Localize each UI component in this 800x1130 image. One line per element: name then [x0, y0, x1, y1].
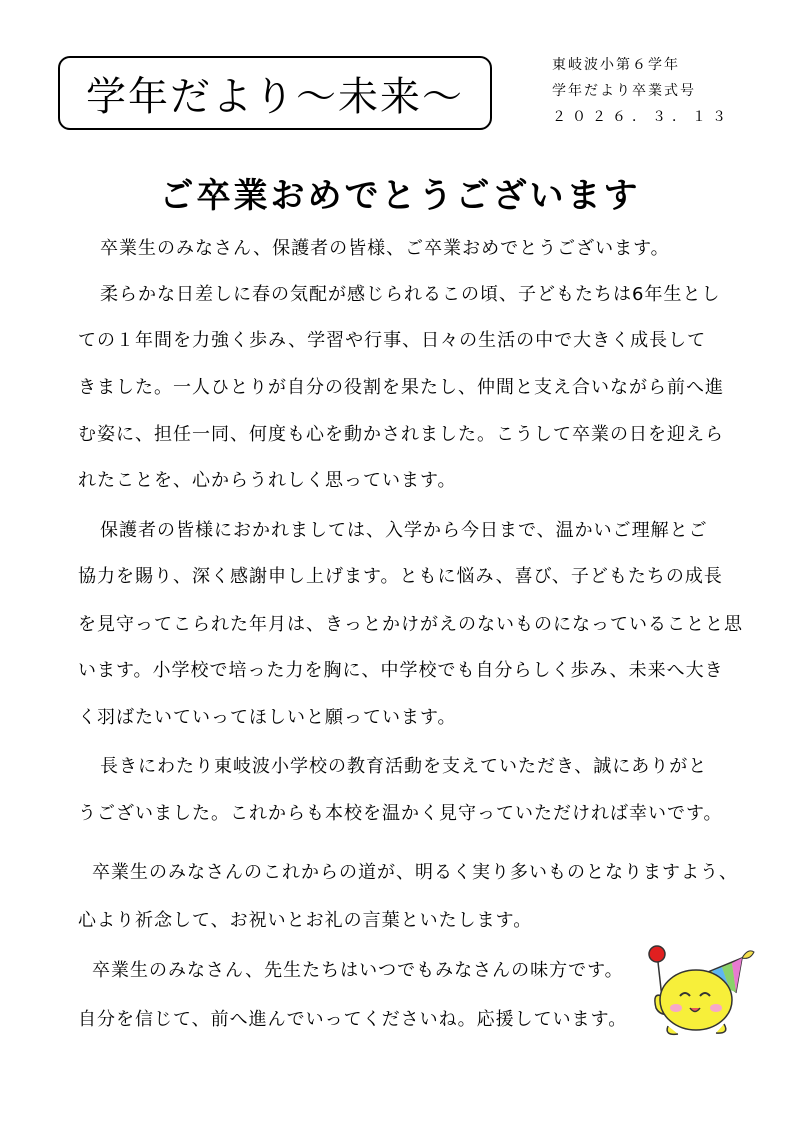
- text-line: 協力を賜り、深く感謝申し上げます。ともに悩み、喜び、子どもたちの成長: [78, 566, 723, 587]
- text-line: む姿に、担任一同、何度も心を動かされました。こうして卒業の日を迎えら: [78, 424, 724, 445]
- text-line: れたことを、心からうれしく思っています。: [78, 470, 457, 491]
- newsletter-title: 学年だより～未来～: [86, 73, 464, 120]
- issue-name: 学年だより卒業式号: [552, 83, 696, 99]
- main-heading: ご卒業おめでとうございます: [159, 176, 641, 216]
- text-line: います。小学校で培った力を胸に、中学校でも自分らしく歩み、未来へ大き: [78, 660, 724, 681]
- issue-date: ２０２６．３．１３: [552, 109, 732, 125]
- text-line: 長きにわたり東岐波小学校の教育活動を支えていただき、誠にありがと: [100, 756, 708, 777]
- school-grade: 東岐波小第６学年: [552, 57, 680, 73]
- issue-info: [552, 52, 732, 130]
- text-line: 卒業生のみなさん、先生たちはいつでもみなさんの味方です。: [92, 960, 624, 981]
- text-line: 心より祈念して、お祝いとお礼の言葉といたします。: [78, 910, 533, 931]
- newsletter-title-box: [58, 56, 492, 130]
- mascot-body: [655, 970, 732, 1034]
- text-line: を見守ってこられた年月は、きっとかけがえのないものになっていることと思: [78, 614, 743, 635]
- mascot-illustration: [646, 938, 756, 1038]
- text-line: く羽ばたいていってほしいと願っています。: [78, 707, 457, 728]
- text-line: 卒業生のみなさんのこれからの道が、明るく実り多いものとなりますよう、: [92, 862, 738, 883]
- text-line: 卒業生のみなさん、保護者の皆様、ご卒業おめでとうございます。: [100, 238, 670, 259]
- text-line: 柔らかな日差しに春の気配が感じられるこの頃、子どもたちは6年生とし: [100, 284, 721, 305]
- balloon-icon: [649, 946, 665, 962]
- text-line: 保護者の皆様におかれましては、入学から今日まで、温かいご理解とご: [100, 520, 708, 541]
- text-line: きました。一人ひとりが自分の役割を果たし、仲間と支え合いながら前へ進: [78, 377, 724, 398]
- text-line: うございました。これからも本校を温かく見守っていただければ幸いです。: [78, 803, 723, 824]
- text-line: 自分を信じて、前へ進んでいってくださいね。応援しています。: [78, 1009, 628, 1030]
- text-line: ての１年間を力強く歩み、学習や行事、日々の生活の中で大きく成長して: [78, 330, 707, 351]
